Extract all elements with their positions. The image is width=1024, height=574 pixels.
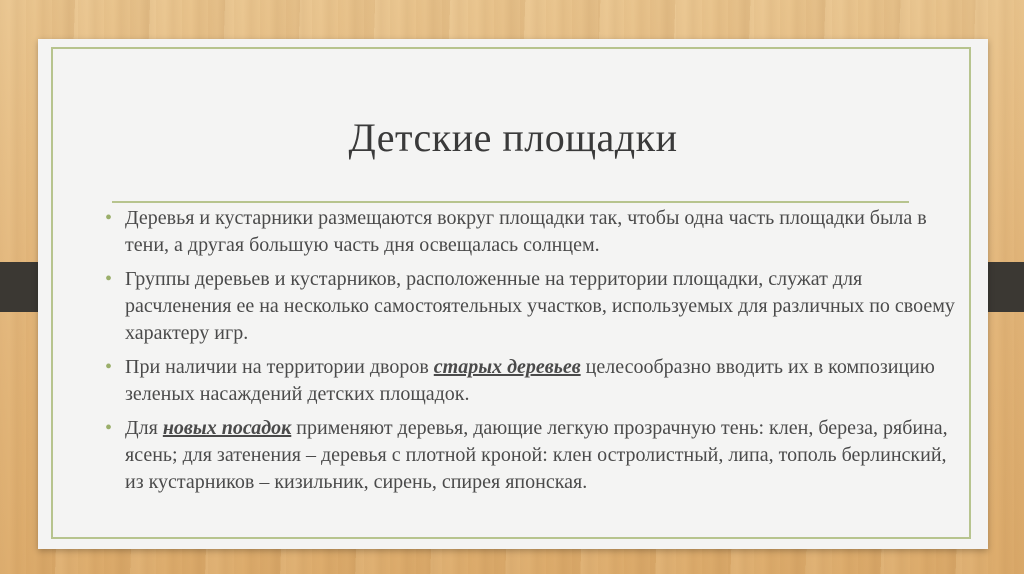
bullet-item (105, 354, 970, 408)
bullet-emphasis: новых посадок (162, 417, 292, 439)
slide-title: Детские площадки (348, 115, 678, 160)
bullet-dot-icon: • (105, 207, 113, 229)
bullet-item (105, 266, 970, 347)
title-divider (112, 201, 909, 203)
bullet-dot-icon: • (105, 417, 113, 439)
bullet-item (105, 205, 970, 259)
bullet-text: Деревья и кустарники размещаются вокруг площадки так, чтобы одна часть площадки была в тени, а другая большую часть дня освещалась солнцем. (125, 207, 927, 256)
bullet-dot-icon: • (105, 268, 113, 290)
bullet-item (105, 415, 970, 496)
slide (38, 39, 988, 549)
bullet-text: целесообразно вводить их в композицию зеленых насаждений детских площадок. (125, 356, 935, 405)
bullet-text: При наличии на территории дворов (125, 356, 434, 378)
bullet-dot-icon: • (105, 356, 113, 378)
left-decor-band (0, 262, 38, 312)
bullet-text: Группы деревьев и кустарников, расположенные на территории площадки, служат для расчленения ее на несколько самостоятельных участков, используемых для различных по своему характеру игр. (125, 268, 955, 344)
bullet-list (105, 205, 970, 503)
bullet-text: Для (125, 417, 163, 439)
bullet-emphasis: старых деревьев (433, 356, 581, 378)
bullet-text: применяют деревья, дающие легкую прозрачную тень: клен, береза, рябина, ясень; для затенения – деревья с плотной кроной: клен остролистный, липа, тополь берлинский, из кустарников – кизильник, сирень, спирея японская. (125, 417, 948, 493)
